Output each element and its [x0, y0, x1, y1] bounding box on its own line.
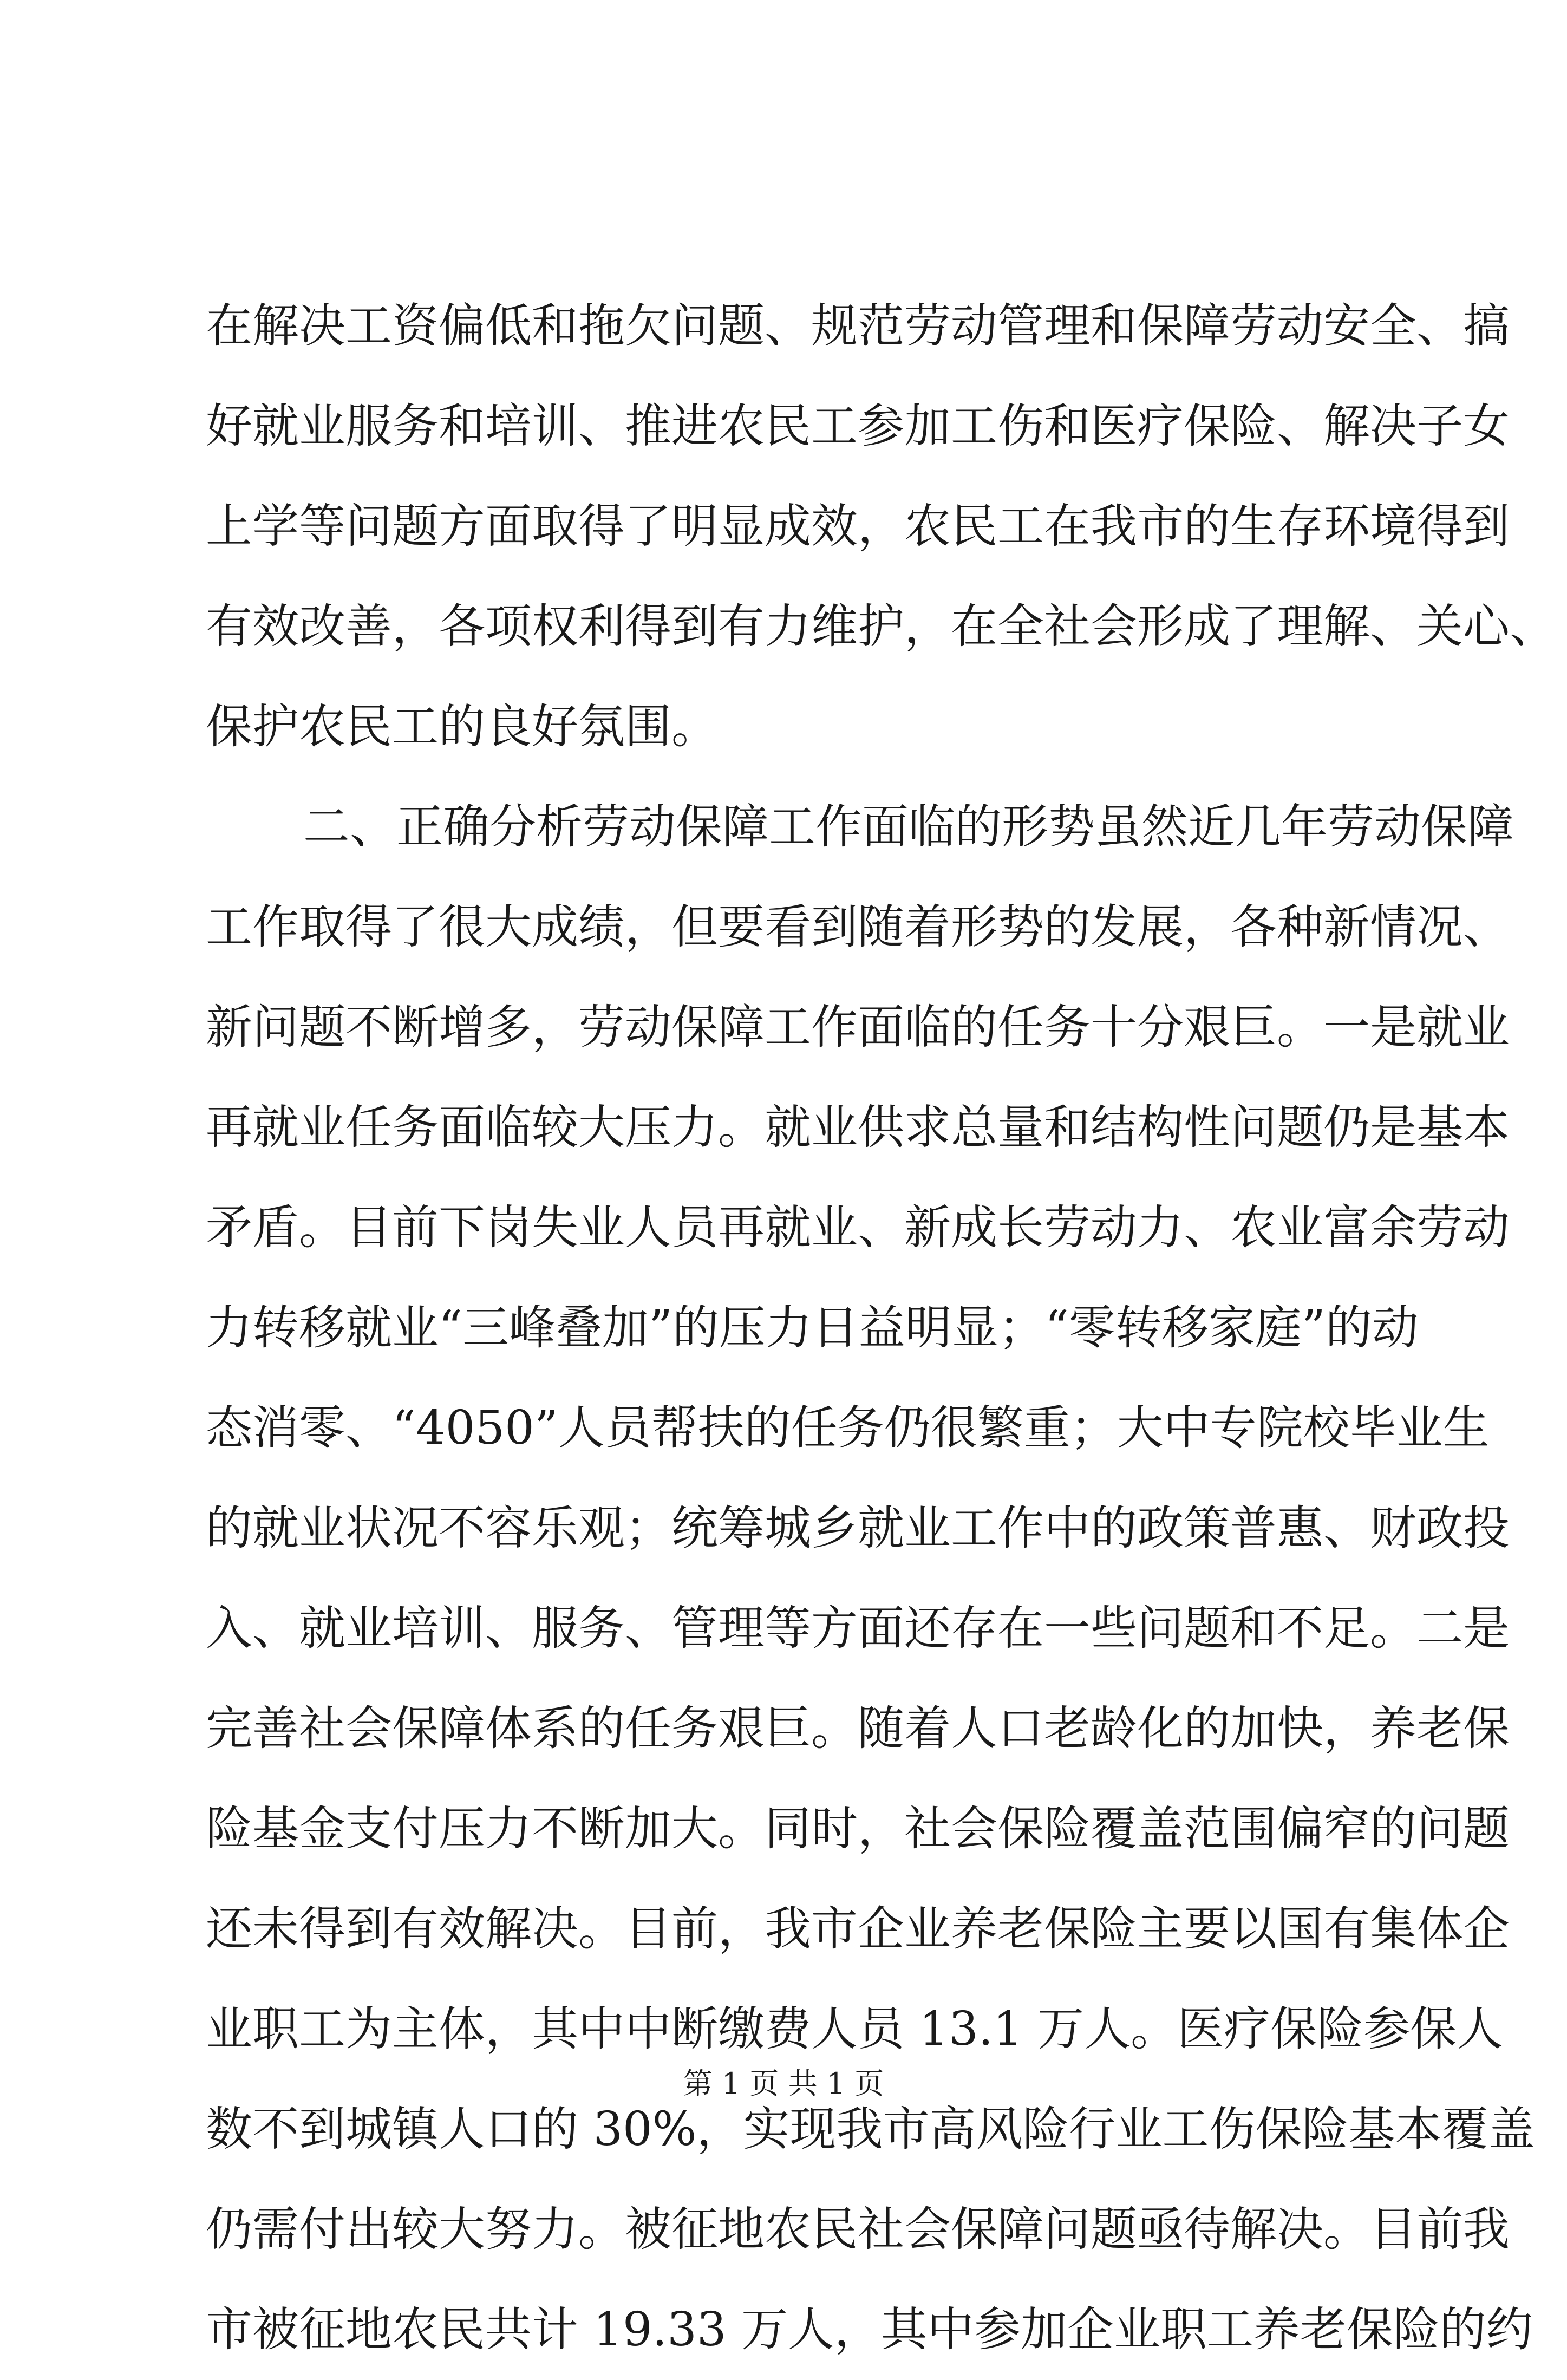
text-line: 上学等问题方面取得了明显成效，农民工在我市的生存环境得到	[206, 499, 1510, 553]
text-line: 市被征地农民共计 19.33 万人，其中参加企业职工养老保险的约	[206, 2303, 1533, 2357]
text-line: 有效改善，各项权利得到有力维护，在全社会形成了理解、关心、	[206, 599, 1556, 654]
text-line: 力转移就业“三峰叠加”的压力日益明显；“零转移家庭”的动	[206, 1301, 1419, 1355]
text-line: 还未得到有效解决。目前，我市企业养老保险主要以国有集体企	[206, 1902, 1510, 1956]
text-line: 工作取得了很大成绩，但要看到随着形势的发展，各种新情况、	[206, 900, 1510, 954]
text-line: 矛盾。目前下岗失业人员再就业、新成长劳动力、农业富余劳动	[206, 1201, 1510, 1255]
text-line: 新问题不断增多，劳动保障工作面临的任务十分艰巨。一是就业	[206, 1000, 1510, 1054]
text-line: 入、就业培训、服务、管理等方面还存在一些问题和不足。二是	[206, 1601, 1510, 1655]
text-line: 的就业状况不容乐观；统筹城乡就业工作中的政策普惠、财政投	[206, 1501, 1510, 1555]
text-line: 在解决工资偏低和拖欠问题、规范劳动管理和保障劳动安全、搞	[206, 299, 1510, 353]
section-heading-line: 二、正确分析劳动保障工作面临的形势虽然近几年劳动保障	[303, 800, 1514, 854]
text-line: 险基金支付压力不断加大。同时，社会保险覆盖范围偏窄的问题	[206, 1802, 1510, 1856]
text-line: 态消零、“4050”人员帮扶的任务仍很繁重；大中专院校毕业生	[206, 1401, 1490, 1455]
text-line: 仍需付出较大努力。被征地农民社会保障问题亟待解决。目前我	[206, 2202, 1510, 2257]
text-line: 完善社会保障体系的任务艰巨。随着人口老龄化的加快，养老保	[206, 1701, 1510, 1756]
text-line: 数不到城镇人口的 30%，实现我市高风险行业工伤保险基本覆盖	[206, 2102, 1535, 2156]
text-line: 好就业服务和培训、推进农民工参加工伤和医疗保险、解决子女	[206, 399, 1510, 453]
text-line: 业职工为主体，其中中断缴费人员 13.1 万人。医疗保险参保人	[206, 2002, 1504, 2056]
page-footer: 第 1 页 共 1 页	[683, 2066, 884, 2101]
text-line: 保护农民工的良好氛围。	[206, 700, 718, 754]
text-line: 再就业任务面临较大压力。就业供求总量和结构性问题仍是基本	[206, 1100, 1510, 1155]
